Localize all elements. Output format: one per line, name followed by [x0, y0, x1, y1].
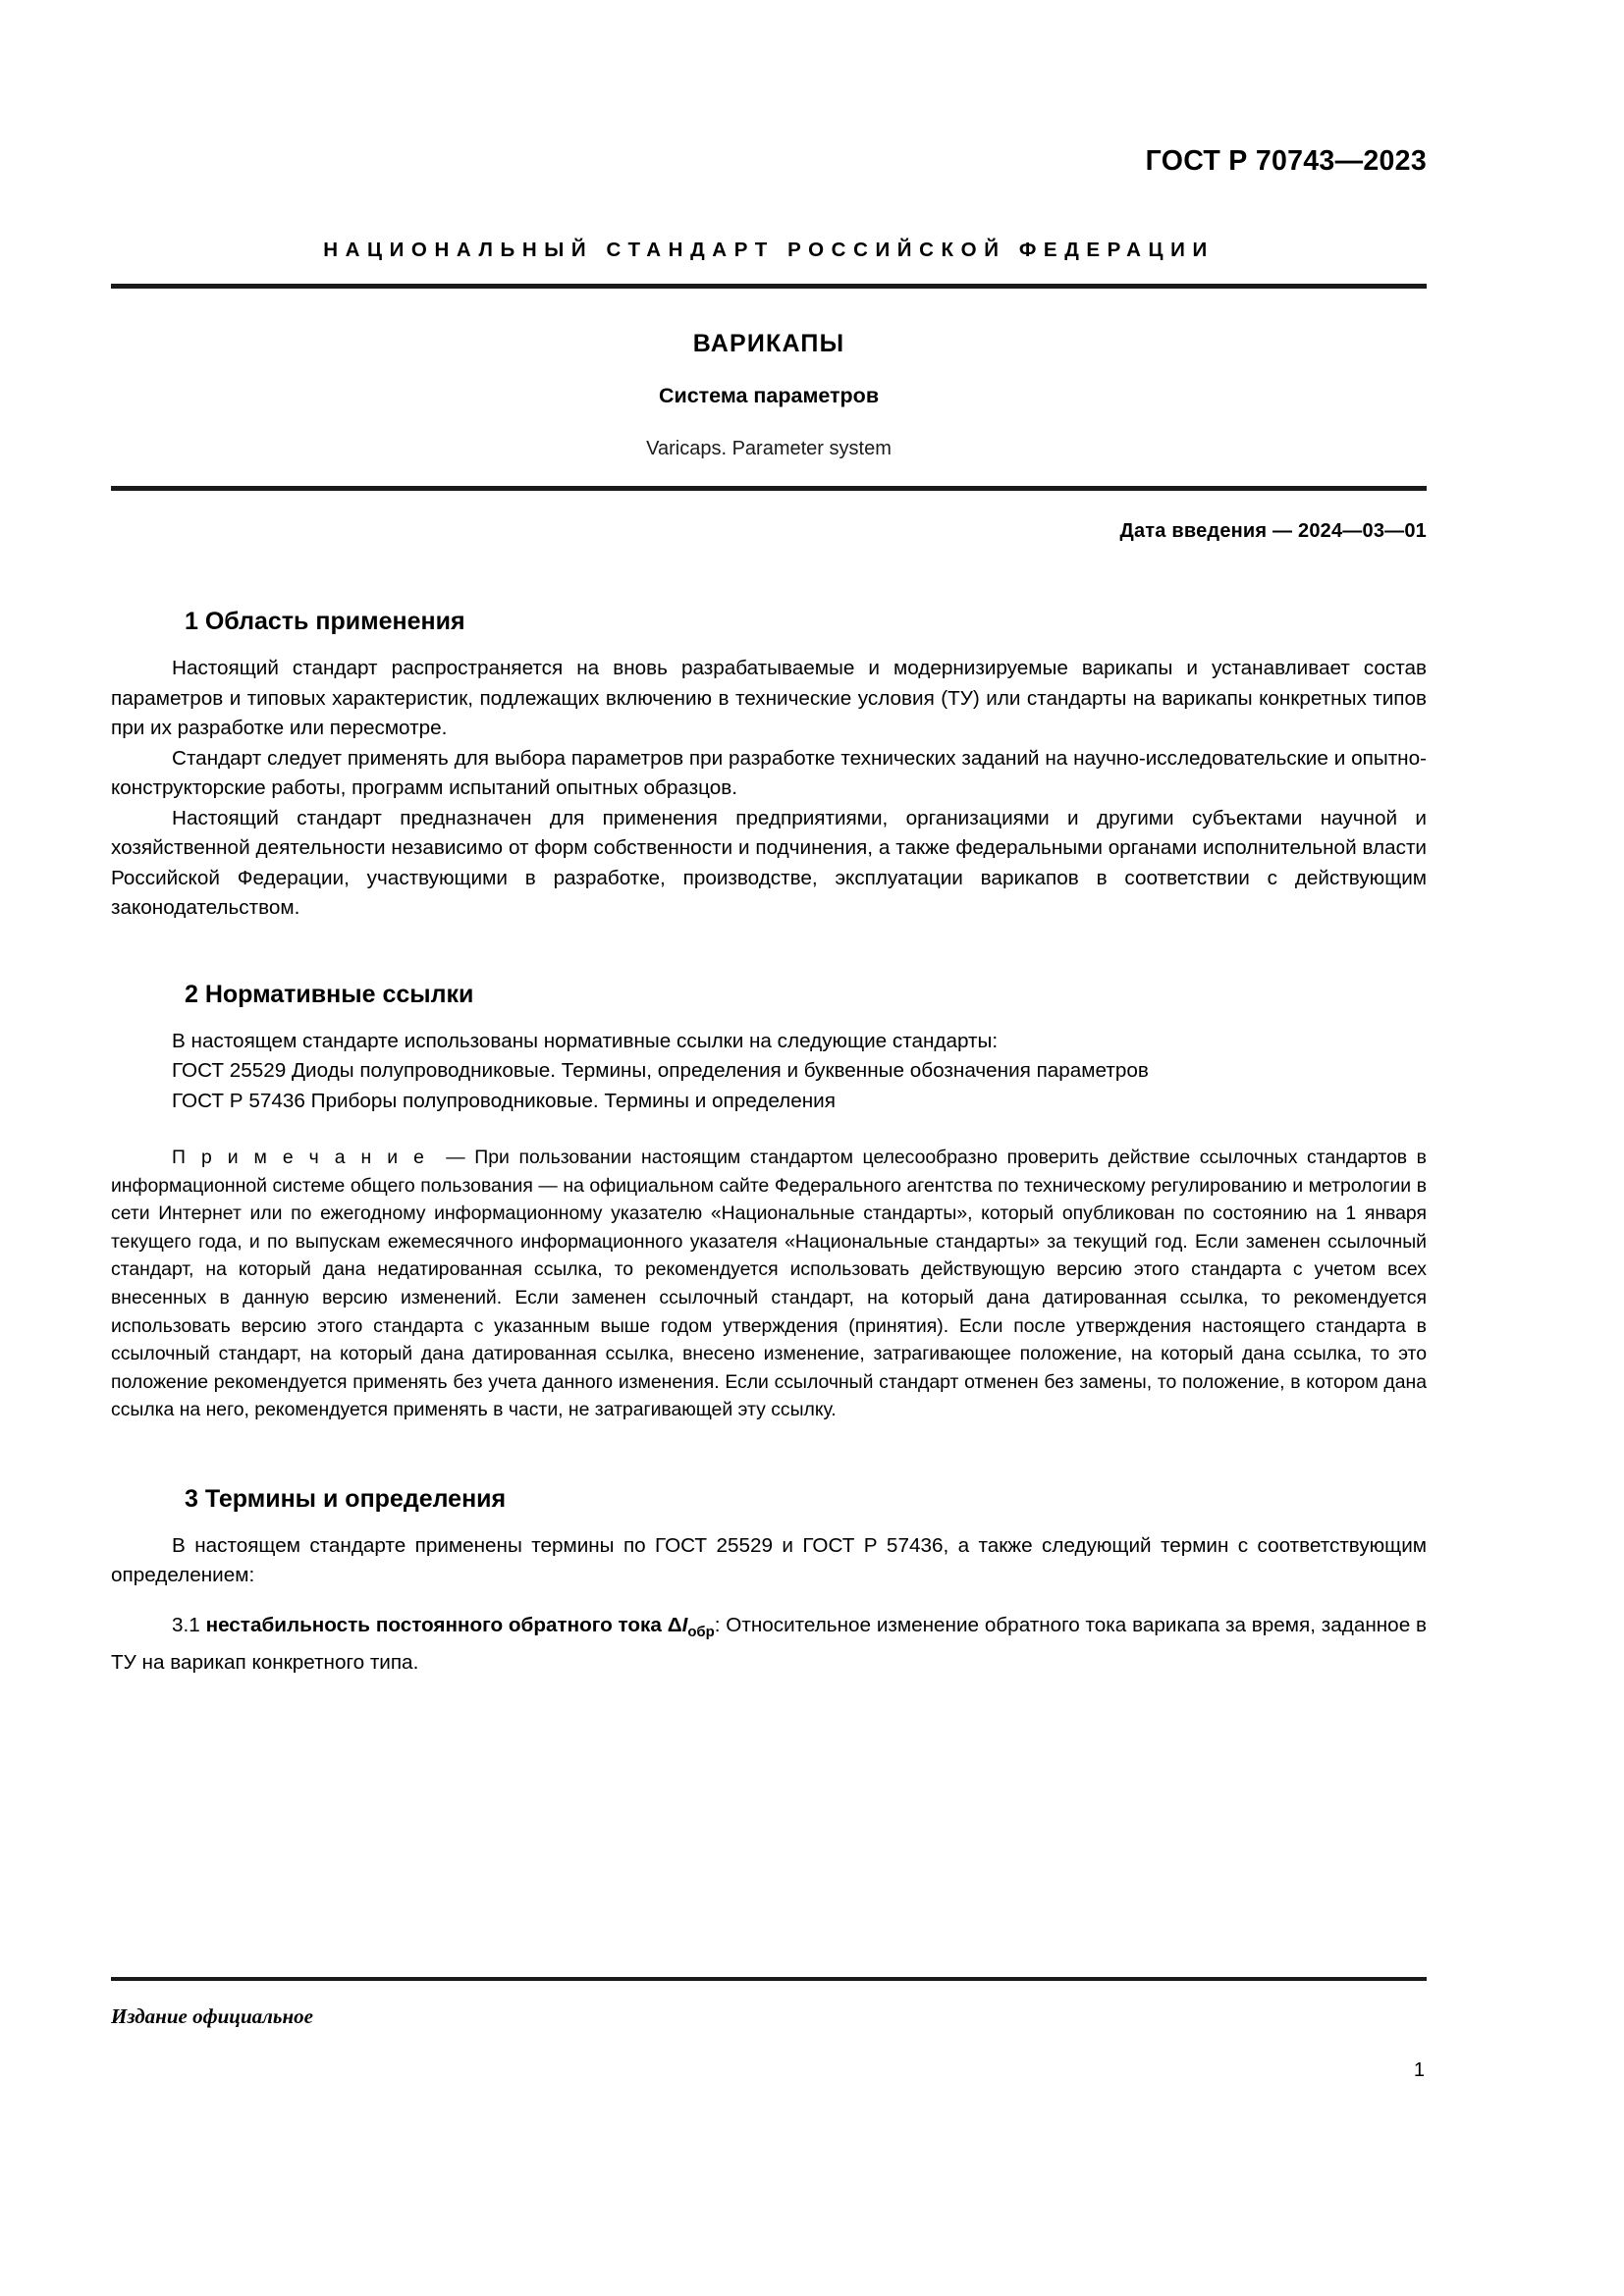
paragraph: В настоящем стандарте применены термины по ГОСТ 25529 и ГОСТ Р 57436, а также следующий термин с соответствующим определением:	[111, 1533, 1427, 1587]
note-label: П р и м е ч а н и е	[172, 1147, 428, 1168]
note-paragraph	[111, 1144, 1427, 1424]
document-code: ГОСТ Р 70743—2023	[1145, 145, 1427, 177]
paragraph: В настоящем стандарте использованы нормативные ссылки на следующие стандарты:	[172, 1029, 999, 1052]
page-title-english: Varicaps. Parameter system	[646, 438, 892, 459]
term-text: : Относительное изменение обратного тока варикапа за время, заданное в ТУ на варикап конкретного типа.	[111, 1613, 1427, 1674]
reference-gost-57436: ГОСТ Р 57436 Приборы полупроводниковые. Термины и определения	[172, 1089, 836, 1112]
reference-gost-25529: ГОСТ 25529 Диоды полупроводниковые. Термины, определения и буквенные обозначения параметров	[172, 1059, 1149, 1082]
page-subtitle: Система параметров	[658, 384, 880, 407]
national-standard-line: НАЦИОНАЛЬНЫЙ СТАНДАРТ РОССИЙСКОЙ ФЕДЕРАЦИИ	[323, 239, 1215, 261]
term-definition-3-1	[111, 1611, 1427, 1678]
divider-top	[111, 284, 1427, 289]
introduction-date: Дата введения — 2024—03—01	[1119, 520, 1427, 542]
section-1-body	[111, 654, 1427, 924]
paragraph: Настоящий стандарт распространяется на вновь разрабатываемые и модернизируемые варикапы и устанавливает состав параметров и типовых характеристик, подлежащих включению в технические условия (ТУ) или стандарты на варикапы конкретных типов при их разработке или пересмотре.	[111, 657, 1427, 739]
note-text: — При пользовании настоящим стандартом целесообразно проверить действие ссылочных стандартов в информационной системе общего пользования — на официальном сайте Федерального агентства по техническому регулированию и метрологии в сети Интернет или по ежегодному информационному указателю «Национальные стандарты», который опубликован по состоянию на 1 января текущего года, и по выпускам ежемесячного информационного указателя «Национальные стандарты» за текущий год. Если заменен ссылочный стандарт, на который дана недатированная ссылка, то рекомендуется использовать действующую версию этого стандарта с учетом всех внесенных в данную версию изменений. Если заменен ссылочный стандарт, на который дана датированная ссылка, то рекомендуется использовать версию этого стандарта с указанным выше годом утверждения (принятия). Если после утверждения настоящего стандарта в ссылочный стандарт, на который дана датированная ссылка, внесено изменение, затрагивающее положение, на который дана ссылка, то это положение рекомендуется применять без учета данного изменения. Если ссылочный стандарт отменен без замены, то положение, в котором дана ссылка на него, рекомендуется применять в части, не затрагивающей эту ссылку.	[111, 1147, 1427, 1421]
page-content	[111, 0, 1427, 2296]
divider-bottom	[111, 486, 1427, 491]
section-2-body	[111, 1027, 1427, 1424]
section-heading-1: 1 Область применения	[185, 608, 465, 635]
delta-symbol: Δ	[667, 1613, 682, 1636]
section-3-body	[111, 1531, 1427, 1678]
term-number: 3.1	[172, 1613, 200, 1636]
term-name: нестабильность постоянного обратного тока	[205, 1613, 662, 1636]
page-title: ВАРИКАПЫ	[692, 330, 845, 357]
section-heading-3: 3 Термины и определения	[185, 1484, 507, 1513]
note-block	[111, 1144, 1427, 1424]
page-number: 1	[1413, 2059, 1425, 2081]
paragraph: Стандарт следует применять для выбора параметров при разработке технических заданий на научно-исследовательские и опытно-конструкторские работы, программ испытаний опытных образцов.	[111, 746, 1427, 799]
current-symbol: I	[681, 1613, 688, 1636]
paragraph: Настоящий стандарт предназначен для применения предприятиями, организациями и другими субъектами научной и хозяйственной деятельности независимо от форм собственности и подчинения, а также федеральными органами исполнительной власти Российской Федерации, участвующими в разработке, производстве, эксплуатации варикапов в соответствии с действующим законодательством.	[111, 806, 1427, 919]
section-heading-2: 2 Нормативные ссылки	[185, 980, 474, 1008]
footer-divider	[111, 1977, 1427, 1981]
official-edition-label: Издание официальное	[111, 2004, 314, 2028]
current-subscript: обр	[687, 1625, 715, 1641]
